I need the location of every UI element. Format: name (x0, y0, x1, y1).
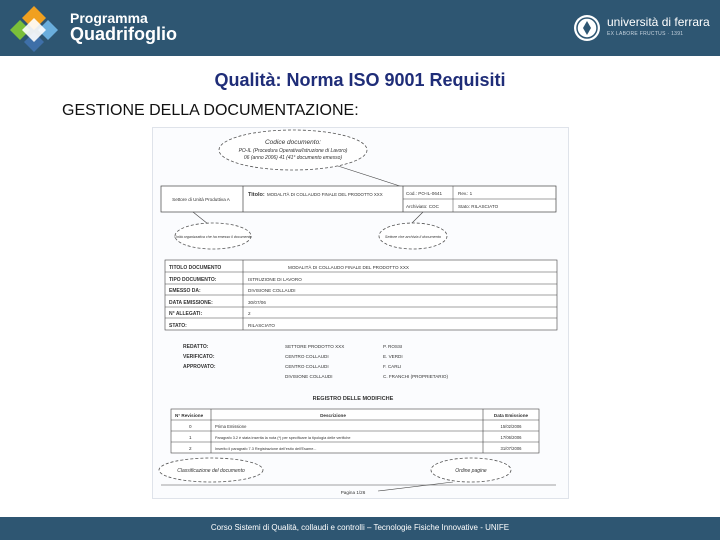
field-label: TITOLO DOCUMENTO (169, 265, 222, 271)
slide-header (0, 0, 720, 56)
approval-person: P. ROSSI (383, 344, 403, 349)
rev-label: Rev.: 1 (458, 191, 473, 196)
approval-dept: CENTRO COLLAUDI (285, 364, 329, 369)
changes-rev: 0 (189, 424, 192, 429)
approval-role: REDATTO: (183, 344, 209, 350)
field-value: RILASCIATO (248, 323, 275, 328)
footer-text: Corso Sistemi di Qualità, collaudi e controlli – Tecnologie Fisiche Innovative - UNIFE (210, 523, 510, 532)
sector-callout: Settore che archivia il documento (384, 235, 442, 239)
field-value: ISTRUZIONE DI LAVORO (248, 277, 302, 282)
title-label: Titolo: (248, 192, 265, 198)
changes-header: Descrizione (320, 413, 346, 418)
changes-header: Data Emissione (493, 413, 529, 418)
changes-date: 15/02/2006 (500, 424, 522, 429)
changes-rev: 2 (189, 446, 192, 451)
code-callout-text: PO-IL (Procedura Operativa/Istruzione di Lavoro) (238, 148, 348, 154)
approval-dept: DIVISIONE COLLAUDI (285, 374, 333, 379)
university-subtitle: EX LABORE FRUCTUS · 1391 (607, 31, 684, 37)
code-callout-text2: 06 (anno 2006) 41 (41° documento emesso) (243, 155, 343, 161)
approval-person: C. FRANCHI (PROPRIETARIO) (383, 374, 448, 379)
field-label: TIPO DOCUMENTO: (169, 277, 217, 283)
slide-footer (0, 517, 720, 540)
approval-person: F. CARLI (383, 364, 402, 369)
changes-date: 17/06/2006 (500, 435, 522, 440)
page-order-callout: Ordine pagine (455, 468, 487, 474)
changes-header: N° Revisione (175, 413, 204, 418)
changes-desc: Inserito il paragrafo 7.3 Registrazione dell'esito dell'Esame... (215, 447, 317, 451)
changes-date: 31/07/2006 (500, 446, 522, 451)
changes-desc: Prima Emissione (215, 424, 247, 429)
changes-desc: Paragrafo 3.2 è stata inserita la nota (*) per specificare la tipologia delle verifiche (215, 436, 351, 440)
changes-rev: 1 (189, 435, 192, 440)
approval-role: VERIFICATO: (183, 354, 215, 360)
approval-dept: SETTORE PRODOTTO XXX (285, 344, 345, 349)
field-value: 2 (248, 311, 251, 316)
scanned-document-image (152, 127, 569, 499)
slide-title: Qualità: Norma ISO 9001 Requisiti (214, 70, 506, 90)
field-value: DIVISIONE COLLAUDI (248, 288, 296, 293)
code-callout-title: Codice documento: (264, 139, 322, 146)
page-number: Pagina 1/26 (340, 490, 366, 495)
field-label: DATA EMISSIONE: (169, 300, 213, 306)
org-callout: Unità organizzativa che ha emesso il documento (174, 235, 252, 239)
approval-person: E. VERDI (383, 354, 403, 359)
quadrifoglio-logo-icon (8, 4, 60, 52)
field-value: 30/07/06 (248, 300, 266, 305)
slide-subtitle: GESTIONE DELLA DOCUMENTAZIONE: (62, 102, 359, 119)
field-label: EMESSO DA: (169, 288, 201, 294)
document-fields-table (165, 260, 557, 330)
university-seal-icon (573, 14, 601, 42)
brand-title-line1: Programma (70, 10, 148, 26)
unit-box: Settore di Unità Produttiva A (172, 197, 230, 202)
title-value: MODALITÀ DI COLLAUDO FINALE DEL PRODOTTO XXX (267, 192, 383, 197)
university-name: università di ferrara (607, 15, 710, 29)
field-label: N° ALLEGATI: (169, 311, 203, 317)
changes-title: REGISTRO DELLE MODIFICHE (312, 396, 394, 402)
approval-dept: CENTRO COLLAUDI (285, 354, 329, 359)
archived-label: Archiviato: COC (406, 204, 439, 209)
brand-title-line2: Quadrifoglio (70, 24, 177, 44)
approval-role: APPROVATO: (183, 364, 216, 370)
code-label: Cod.: PO-IL-0641 (406, 191, 443, 196)
status-label: Stato: RILASCIATO (458, 204, 499, 209)
field-value: MODALITÀ DI COLLAUDO FINALE DEL PRODOTTO XXX (288, 265, 409, 270)
classification-callout: Classificazione del documento (177, 468, 245, 474)
field-label: STATO: (169, 323, 187, 329)
